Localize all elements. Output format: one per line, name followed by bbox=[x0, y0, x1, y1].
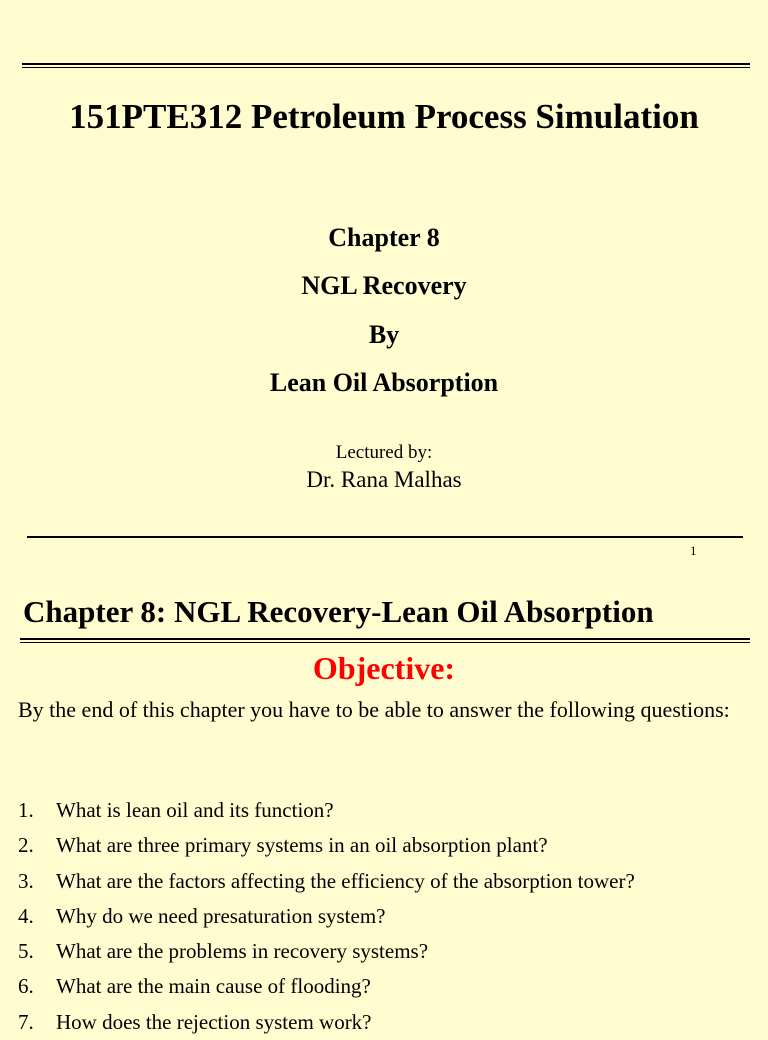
slide2-title-divider bbox=[20, 638, 750, 640]
question-text: What are three primary systems in an oil absorption plant? bbox=[56, 833, 548, 858]
page-number: 1 bbox=[690, 543, 697, 558]
top-divider-thin bbox=[22, 67, 750, 68]
chapter-topic: NGL Recovery bbox=[301, 271, 467, 300]
slide1-bottom-divider bbox=[27, 536, 743, 538]
question-item bbox=[18, 793, 635, 828]
question-list bbox=[18, 793, 635, 1040]
question-item bbox=[18, 969, 635, 1004]
question-text: What are the problems in recovery systems? bbox=[56, 939, 429, 964]
chapter-number: Chapter 8 bbox=[328, 223, 440, 252]
question-number: 3. bbox=[18, 868, 34, 893]
question-text: What is lean oil and its function? bbox=[56, 798, 334, 822]
question-number: 4. bbox=[18, 903, 34, 928]
question-number: 1. bbox=[18, 798, 34, 822]
question-item bbox=[18, 899, 635, 934]
slide2-title: Chapter 8: NGL Recovery-Lean Oil Absorption bbox=[23, 594, 654, 629]
top-divider bbox=[22, 63, 750, 65]
question-number: 2. bbox=[18, 833, 34, 858]
objective-heading: Objective: bbox=[312, 650, 456, 686]
question-item bbox=[18, 1005, 635, 1040]
question-item bbox=[18, 828, 635, 863]
question-item bbox=[18, 864, 635, 899]
lecturer-name: Dr. Rana Malhas bbox=[306, 467, 462, 492]
question-text: How does the rejection system work? bbox=[56, 1009, 372, 1034]
question-number: 5. bbox=[18, 939, 34, 964]
course-title: 151PTE312 Petroleum Process Simulation bbox=[69, 97, 699, 136]
by-label: By bbox=[368, 320, 400, 349]
lectured-by-label: Lectured by: bbox=[335, 442, 433, 463]
question-item bbox=[18, 934, 635, 969]
question-text: What are the main cause of flooding? bbox=[56, 974, 371, 999]
intro-paragraph: By the end of this chapter you have to be able to answer the following questions: bbox=[18, 697, 730, 722]
question-text: What are the factors affecting the efficiency of the absorption tower? bbox=[56, 868, 635, 893]
question-number: 7. bbox=[18, 1009, 34, 1034]
question-text: Why do we need presaturation system? bbox=[56, 903, 386, 928]
question-number: 6. bbox=[18, 974, 34, 999]
slide2-title-divider-thin bbox=[20, 642, 750, 643]
chapter-method: Lean Oil Absorption bbox=[269, 368, 499, 397]
